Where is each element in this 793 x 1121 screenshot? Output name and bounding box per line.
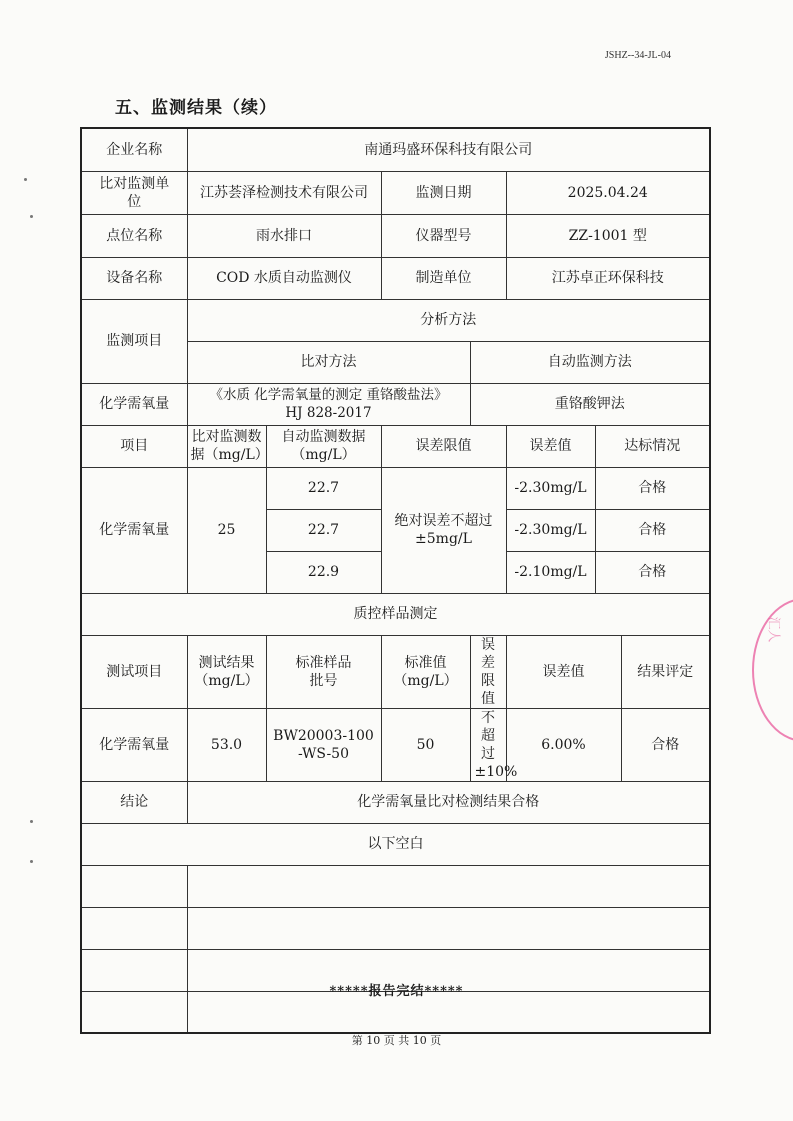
conclusion-label: 结论 (81, 781, 187, 823)
qc-std-header: 标准值（mg/L） (381, 635, 470, 708)
limit-value: 绝对误差不超过±5mg/L (381, 467, 506, 593)
compare-item-header: 项目 (81, 425, 187, 467)
device-label: 设备名称 (81, 257, 187, 299)
limit-header: 误差限值 (381, 425, 506, 467)
auto-method-header: 自动监测方法 (470, 341, 710, 383)
conclusion-row (81, 781, 710, 823)
error-value: -2.10mg/L (506, 551, 595, 593)
status-value: 合格 (595, 509, 710, 551)
page-number: 第 10 页 共 10 页 (351, 1034, 442, 1047)
error-header: 误差值 (506, 425, 595, 467)
compare-header-row (81, 425, 710, 467)
point-value: 雨水排口 (187, 214, 381, 257)
scan-speck (30, 215, 33, 218)
qc-error-header: 误差值 (506, 635, 621, 708)
error-value: -2.30mg/L (506, 509, 595, 551)
qc-item: 化学需氧量 (81, 708, 187, 781)
qc-result: 53.0 (187, 708, 266, 781)
document-code: JSHZ--34-JL-04 (604, 50, 671, 61)
point-label: 点位名称 (81, 214, 187, 257)
status-value: 合格 (595, 551, 710, 593)
compare-value: 25 (187, 467, 266, 593)
scan-speck (30, 820, 33, 823)
qc-eval-header: 结果评定 (621, 635, 710, 708)
conclusion-value: 化学需氧量比对检测结果合格 (187, 781, 710, 823)
blank-note: 以下空白 (81, 823, 710, 865)
qc-data-row (81, 708, 710, 781)
company-value: 南通玛盛环保科技有限公司 (187, 128, 710, 171)
compare-method-header: 比对方法 (187, 341, 470, 383)
compare-data-header: 比对监测数据（mg/L） (187, 425, 266, 467)
qc-eval: 合格 (621, 708, 710, 781)
method-item-name: 化学需氧量 (81, 383, 187, 425)
auto-value: 22.7 (266, 467, 381, 509)
qc-item-header: 测试项目 (81, 635, 187, 708)
scan-speck (24, 178, 27, 181)
empty-row (81, 907, 710, 949)
qc-title-row (81, 593, 710, 635)
qc-header-row (81, 635, 710, 708)
maker-label: 制造单位 (381, 257, 506, 299)
analysis-method-header: 分析方法 (187, 299, 710, 341)
qc-error: 6.00% (506, 708, 621, 781)
qc-batch-header: 标准样品批号 (266, 635, 381, 708)
model-label: 仪器型号 (381, 214, 506, 257)
method-header-row (81, 299, 710, 341)
monitoring-result-table (80, 127, 711, 1034)
qc-std: 50 (381, 708, 470, 781)
date-label: 监测日期 (381, 171, 506, 214)
blank-note-row (81, 823, 710, 865)
auto-data-header: 自动监测数据（mg/L） (266, 425, 381, 467)
status-header: 达标情况 (595, 425, 710, 467)
qc-limit-header: 误差限值 (470, 635, 506, 708)
qc-limit: 不超过±10% (470, 708, 506, 781)
compare-method-value: 《水质 化学需氧量的测定 重铬酸盐法》 HJ 828-2017 (187, 383, 470, 425)
compare-item-name: 化学需氧量 (81, 467, 187, 593)
seal-stamp-text: 汇人 (765, 616, 781, 643)
table-row (81, 467, 710, 509)
date-value: 2025.04.24 (506, 171, 710, 214)
maker-value: 江苏卓正环保科技 (506, 257, 710, 299)
info-row-unit (81, 171, 710, 214)
empty-row (81, 865, 710, 907)
compare-unit-value: 江苏荟泽检测技术有限公司 (187, 171, 381, 214)
info-row-point (81, 214, 710, 257)
auto-method-value: 重铬酸钾法 (470, 383, 710, 425)
device-value: COD 水质自动监测仪 (187, 257, 381, 299)
error-value: -2.30mg/L (506, 467, 595, 509)
section-title: 五、监测结果（续） (115, 98, 277, 118)
info-row-company (81, 128, 710, 171)
qc-batch: BW20003-100-WS-50 (266, 708, 381, 781)
status-value: 合格 (595, 467, 710, 509)
compare-unit-label: 比对监测单位 (81, 171, 187, 214)
qc-title: 质控样品测定 (81, 593, 710, 635)
scan-speck (30, 860, 33, 863)
auto-value: 22.9 (266, 551, 381, 593)
model-value: ZZ-1001 型 (506, 214, 710, 257)
method-value-row (81, 383, 710, 425)
qc-result-header: 测试结果（mg/L） (187, 635, 266, 708)
report-end-mark: *****报告完结***** (329, 984, 464, 999)
auto-value: 22.7 (266, 509, 381, 551)
monitor-item-label: 监测项目 (81, 299, 187, 383)
company-label: 企业名称 (81, 128, 187, 171)
info-row-device (81, 257, 710, 299)
